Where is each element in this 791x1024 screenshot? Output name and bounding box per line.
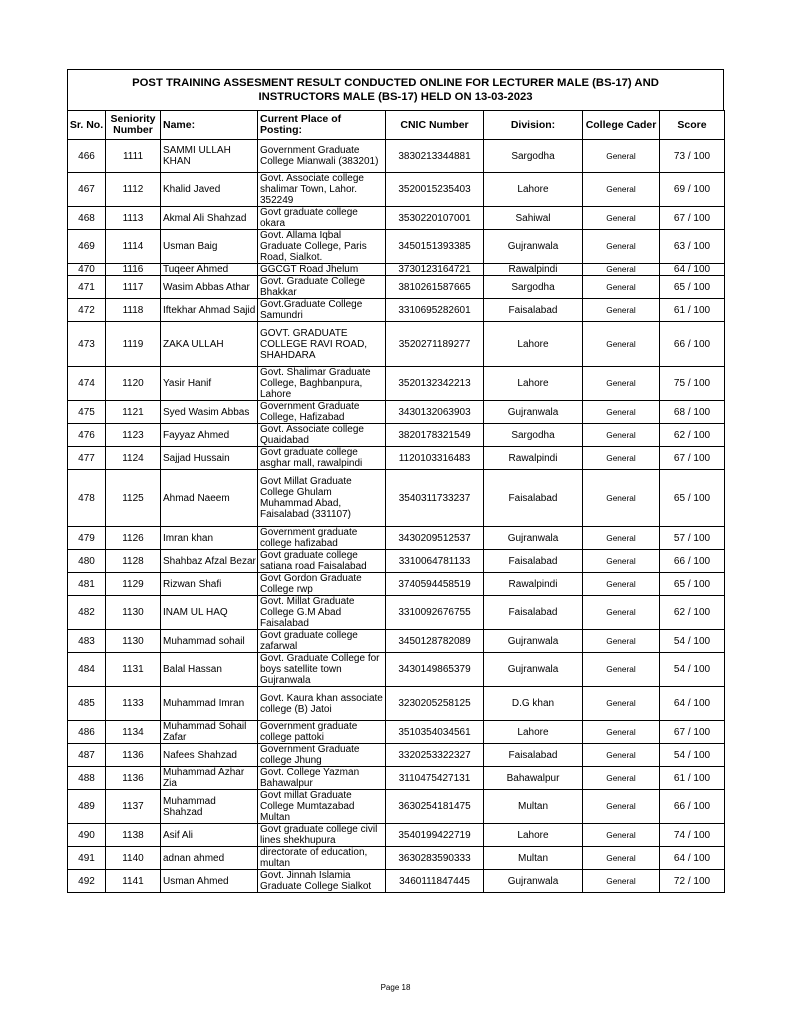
sr-cell: 473 bbox=[68, 322, 106, 367]
division-cell: Faisalabad bbox=[484, 744, 583, 767]
division-cell: Sargodha bbox=[484, 276, 583, 299]
name-cell: Akmal Ali Shahzad bbox=[161, 207, 258, 230]
score-cell: 64 / 100 bbox=[660, 264, 725, 276]
table-row bbox=[68, 264, 725, 276]
cnic-cell: 3450128782089 bbox=[386, 630, 484, 653]
table-row bbox=[68, 573, 725, 596]
division-cell: Gujranwala bbox=[484, 653, 583, 687]
cadre-cell: General bbox=[583, 596, 660, 630]
cnic-cell: 3430149865379 bbox=[386, 653, 484, 687]
sr-cell: 469 bbox=[68, 230, 106, 264]
cadre-cell: General bbox=[583, 207, 660, 230]
posting-cell: Government Graduate College Mianwali (383201) bbox=[258, 140, 386, 173]
cnic-cell: 3530220107001 bbox=[386, 207, 484, 230]
column-header-division: Division: bbox=[484, 111, 583, 140]
score-cell: 57 / 100 bbox=[660, 527, 725, 550]
sr-cell: 487 bbox=[68, 744, 106, 767]
name-cell: Nafees Shahzad bbox=[161, 744, 258, 767]
score-cell: 61 / 100 bbox=[660, 767, 725, 790]
score-cell: 67 / 100 bbox=[660, 207, 725, 230]
name-cell: Balal Hassan bbox=[161, 653, 258, 687]
posting-cell: Govt. Graduate College for boys satellite town Gujranwala bbox=[258, 653, 386, 687]
posting-cell: Govt. Millat Graduate College G.M Abad Faisalabad bbox=[258, 596, 386, 630]
name-cell: Wasim Abbas Athar bbox=[161, 276, 258, 299]
table-row bbox=[68, 299, 725, 322]
seniority-cell: 1140 bbox=[106, 847, 161, 870]
name-cell: Ahmad Naeem bbox=[161, 470, 258, 527]
page-number: Page 18 bbox=[380, 983, 411, 992]
table-row bbox=[68, 767, 725, 790]
cnic-cell: 3520132342213 bbox=[386, 367, 484, 401]
cadre-cell: General bbox=[583, 630, 660, 653]
division-cell: Lahore bbox=[484, 173, 583, 207]
cnic-cell: 3810261587665 bbox=[386, 276, 484, 299]
seniority-cell: 1123 bbox=[106, 424, 161, 447]
seniority-cell: 1119 bbox=[106, 322, 161, 367]
seniority-cell: 1130 bbox=[106, 630, 161, 653]
title-line-1: POST TRAINING ASSESMENT RESULT CONDUCTED ONLINE FOR LECTURER MALE (BS-17) AND bbox=[132, 77, 659, 89]
results-table bbox=[67, 110, 725, 893]
sr-cell: 478 bbox=[68, 470, 106, 527]
score-cell: 54 / 100 bbox=[660, 744, 725, 767]
cadre-cell: General bbox=[583, 847, 660, 870]
table-row bbox=[68, 367, 725, 401]
cnic-cell: 3730123164721 bbox=[386, 264, 484, 276]
division-cell: Gujranwala bbox=[484, 401, 583, 424]
seniority-cell: 1114 bbox=[106, 230, 161, 264]
cadre-cell: General bbox=[583, 790, 660, 824]
posting-cell: Govt. Kaura khan associate college (B) Jatoi bbox=[258, 687, 386, 721]
seniority-cell: 1125 bbox=[106, 470, 161, 527]
division-cell: Faisalabad bbox=[484, 550, 583, 573]
score-cell: 69 / 100 bbox=[660, 173, 725, 207]
table-row bbox=[68, 230, 725, 264]
division-cell: Multan bbox=[484, 790, 583, 824]
division-cell: Faisalabad bbox=[484, 299, 583, 322]
sr-cell: 475 bbox=[68, 401, 106, 424]
table-row bbox=[68, 322, 725, 367]
seniority-cell: 1112 bbox=[106, 173, 161, 207]
division-cell: Gujranwala bbox=[484, 230, 583, 264]
seniority-cell: 1138 bbox=[106, 824, 161, 847]
cadre-cell: General bbox=[583, 470, 660, 527]
sr-cell: 481 bbox=[68, 573, 106, 596]
sr-cell: 471 bbox=[68, 276, 106, 299]
cadre-cell: General bbox=[583, 550, 660, 573]
table-row bbox=[68, 140, 725, 173]
cnic-cell: 3310695282601 bbox=[386, 299, 484, 322]
seniority-cell: 1130 bbox=[106, 596, 161, 630]
cadre-cell: General bbox=[583, 870, 660, 893]
sr-cell: 490 bbox=[68, 824, 106, 847]
name-cell: Fayyaz Ahmed bbox=[161, 424, 258, 447]
division-cell: Gujranwala bbox=[484, 527, 583, 550]
name-cell: Shahbaz Afzal Bezar bbox=[161, 550, 258, 573]
posting-cell: Govt. Graduate College Bhakkar bbox=[258, 276, 386, 299]
seniority-cell: 1118 bbox=[106, 299, 161, 322]
document-title bbox=[67, 69, 724, 110]
posting-cell: GGCGT Road Jhelum bbox=[258, 264, 386, 276]
posting-cell: Govt.Graduate College Samundri bbox=[258, 299, 386, 322]
division-cell: Lahore bbox=[484, 322, 583, 367]
seniority-cell: 1136 bbox=[106, 767, 161, 790]
posting-cell: Govt. Associate college Quaidabad bbox=[258, 424, 386, 447]
score-cell: 65 / 100 bbox=[660, 470, 725, 527]
posting-cell: Govt graduate college zafarwal bbox=[258, 630, 386, 653]
posting-cell: Government Graduate College, Hafizabad bbox=[258, 401, 386, 424]
score-cell: 72 / 100 bbox=[660, 870, 725, 893]
name-cell: Yasir Hanif bbox=[161, 367, 258, 401]
division-cell: Sahiwal bbox=[484, 207, 583, 230]
result-sheet bbox=[67, 69, 724, 893]
cnic-cell: 3740594458519 bbox=[386, 573, 484, 596]
posting-cell: Govt graduate college okara bbox=[258, 207, 386, 230]
division-cell: Sargodha bbox=[484, 140, 583, 173]
cnic-cell: 1120103316483 bbox=[386, 447, 484, 470]
table-row bbox=[68, 870, 725, 893]
division-cell: Multan bbox=[484, 847, 583, 870]
table-header-row bbox=[68, 111, 725, 140]
posting-cell: Government graduate college hafizabad bbox=[258, 527, 386, 550]
cnic-cell: 3630254181475 bbox=[386, 790, 484, 824]
table-row bbox=[68, 824, 725, 847]
table-row bbox=[68, 596, 725, 630]
seniority-cell: 1120 bbox=[106, 367, 161, 401]
posting-cell: Govt. Shalimar Graduate College, Baghbanpura, Lahore bbox=[258, 367, 386, 401]
sr-cell: 486 bbox=[68, 721, 106, 744]
cnic-cell: 3520271189277 bbox=[386, 322, 484, 367]
seniority-cell: 1128 bbox=[106, 550, 161, 573]
score-cell: 74 / 100 bbox=[660, 824, 725, 847]
column-header-seniority: Seniority Number bbox=[106, 111, 161, 140]
seniority-cell: 1129 bbox=[106, 573, 161, 596]
division-cell: Gujranwala bbox=[484, 630, 583, 653]
table-row bbox=[68, 721, 725, 744]
name-cell: Rizwan Shafi bbox=[161, 573, 258, 596]
division-cell: Rawalpindi bbox=[484, 573, 583, 596]
sr-cell: 468 bbox=[68, 207, 106, 230]
score-cell: 64 / 100 bbox=[660, 687, 725, 721]
name-cell: Muhammad Shahzad bbox=[161, 790, 258, 824]
column-header-posting: Current Place of Posting: bbox=[258, 111, 386, 140]
score-cell: 66 / 100 bbox=[660, 322, 725, 367]
table-row bbox=[68, 687, 725, 721]
cadre-cell: General bbox=[583, 299, 660, 322]
sr-cell: 477 bbox=[68, 447, 106, 470]
table-row bbox=[68, 276, 725, 299]
sr-cell: 466 bbox=[68, 140, 106, 173]
posting-cell: Govt graduate college satiana road Faisalabad bbox=[258, 550, 386, 573]
division-cell: Lahore bbox=[484, 367, 583, 401]
division-cell: Faisalabad bbox=[484, 470, 583, 527]
posting-cell: Government graduate college pattoki bbox=[258, 721, 386, 744]
cadre-cell: General bbox=[583, 573, 660, 596]
sr-cell: 488 bbox=[68, 767, 106, 790]
posting-cell: directorate of education, multan bbox=[258, 847, 386, 870]
cnic-cell: 3540199422719 bbox=[386, 824, 484, 847]
name-cell: Usman Ahmed bbox=[161, 870, 258, 893]
cadre-cell: General bbox=[583, 824, 660, 847]
seniority-cell: 1126 bbox=[106, 527, 161, 550]
cnic-cell: 3460111847445 bbox=[386, 870, 484, 893]
name-cell: SAMMI ULLAH KHAN bbox=[161, 140, 258, 173]
seniority-cell: 1111 bbox=[106, 140, 161, 173]
name-cell: Iftekhar Ahmad Sajid bbox=[161, 299, 258, 322]
cnic-cell: 3320253322327 bbox=[386, 744, 484, 767]
cnic-cell: 3630283590333 bbox=[386, 847, 484, 870]
seniority-cell: 1131 bbox=[106, 653, 161, 687]
cnic-cell: 3510354034561 bbox=[386, 721, 484, 744]
table-body bbox=[68, 140, 725, 893]
score-cell: 62 / 100 bbox=[660, 424, 725, 447]
table-row bbox=[68, 790, 725, 824]
name-cell: Muhammad Sohail Zafar bbox=[161, 721, 258, 744]
cadre-cell: General bbox=[583, 447, 660, 470]
sr-cell: 480 bbox=[68, 550, 106, 573]
cadre-cell: General bbox=[583, 687, 660, 721]
name-cell: Imran khan bbox=[161, 527, 258, 550]
cadre-cell: General bbox=[583, 230, 660, 264]
seniority-cell: 1137 bbox=[106, 790, 161, 824]
seniority-cell: 1133 bbox=[106, 687, 161, 721]
title-line-2: INSTRUCTORS MALE (BS-17) HELD ON 13-03-2023 bbox=[258, 91, 533, 103]
table-row bbox=[68, 653, 725, 687]
division-cell: Lahore bbox=[484, 824, 583, 847]
name-cell: Tuqeer Ahmed bbox=[161, 264, 258, 276]
score-cell: 67 / 100 bbox=[660, 721, 725, 744]
posting-cell: Govt graduate college civil lines shekhupura bbox=[258, 824, 386, 847]
name-cell: Syed Wasim Abbas bbox=[161, 401, 258, 424]
cnic-cell: 3310092676755 bbox=[386, 596, 484, 630]
table-row bbox=[68, 173, 725, 207]
sr-cell: 476 bbox=[68, 424, 106, 447]
cnic-cell: 3520015235403 bbox=[386, 173, 484, 207]
table-row bbox=[68, 447, 725, 470]
division-cell: Faisalabad bbox=[484, 596, 583, 630]
column-header-name: Name: bbox=[161, 111, 258, 140]
posting-cell: Govt millat Graduate College Mumtazabad Multan bbox=[258, 790, 386, 824]
posting-cell: Govt. Allama Iqbal Graduate College, Paris Road, Sialkot. bbox=[258, 230, 386, 264]
name-cell: INAM UL HAQ bbox=[161, 596, 258, 630]
sr-cell: 483 bbox=[68, 630, 106, 653]
score-cell: 66 / 100 bbox=[660, 550, 725, 573]
score-cell: 67 / 100 bbox=[660, 447, 725, 470]
cnic-cell: 3820178321549 bbox=[386, 424, 484, 447]
division-cell: Lahore bbox=[484, 721, 583, 744]
sr-cell: 482 bbox=[68, 596, 106, 630]
name-cell: Khalid Javed bbox=[161, 173, 258, 207]
score-cell: 73 / 100 bbox=[660, 140, 725, 173]
cnic-cell: 3430209512537 bbox=[386, 527, 484, 550]
seniority-cell: 1113 bbox=[106, 207, 161, 230]
column-header-sr-no: Sr. No. bbox=[68, 111, 106, 140]
table-row bbox=[68, 847, 725, 870]
sr-cell: 491 bbox=[68, 847, 106, 870]
name-cell: Asif Ali bbox=[161, 824, 258, 847]
score-cell: 54 / 100 bbox=[660, 630, 725, 653]
cnic-cell: 3540311733237 bbox=[386, 470, 484, 527]
sr-cell: 474 bbox=[68, 367, 106, 401]
column-header-cadre: College Cader bbox=[583, 111, 660, 140]
sr-cell: 485 bbox=[68, 687, 106, 721]
cadre-cell: General bbox=[583, 140, 660, 173]
cnic-cell: 3230205258125 bbox=[386, 687, 484, 721]
score-cell: 66 / 100 bbox=[660, 790, 725, 824]
name-cell: Usman Baig bbox=[161, 230, 258, 264]
seniority-cell: 1117 bbox=[106, 276, 161, 299]
cadre-cell: General bbox=[583, 744, 660, 767]
name-cell: Sajjad Hussain bbox=[161, 447, 258, 470]
division-cell: Bahawalpur bbox=[484, 767, 583, 790]
table-row bbox=[68, 424, 725, 447]
sr-cell: 467 bbox=[68, 173, 106, 207]
score-cell: 65 / 100 bbox=[660, 276, 725, 299]
score-cell: 75 / 100 bbox=[660, 367, 725, 401]
division-cell: Gujranwala bbox=[484, 870, 583, 893]
score-cell: 63 / 100 bbox=[660, 230, 725, 264]
cadre-cell: General bbox=[583, 721, 660, 744]
division-cell: Rawalpindi bbox=[484, 264, 583, 276]
cadre-cell: General bbox=[583, 767, 660, 790]
score-cell: 54 / 100 bbox=[660, 653, 725, 687]
table-row bbox=[68, 401, 725, 424]
score-cell: 68 / 100 bbox=[660, 401, 725, 424]
posting-cell: Government Graduate college Jhung bbox=[258, 744, 386, 767]
cadre-cell: General bbox=[583, 276, 660, 299]
cadre-cell: General bbox=[583, 401, 660, 424]
cadre-cell: General bbox=[583, 424, 660, 447]
score-cell: 65 / 100 bbox=[660, 573, 725, 596]
cnic-cell: 3310064781133 bbox=[386, 550, 484, 573]
sr-cell: 484 bbox=[68, 653, 106, 687]
seniority-cell: 1141 bbox=[106, 870, 161, 893]
seniority-cell: 1124 bbox=[106, 447, 161, 470]
name-cell: Muhammad sohail bbox=[161, 630, 258, 653]
table-row bbox=[68, 744, 725, 767]
posting-cell: Govt Millat Graduate College Ghulam Muhammad Abad, Faisalabad (331107) bbox=[258, 470, 386, 527]
cadre-cell: General bbox=[583, 322, 660, 367]
score-cell: 62 / 100 bbox=[660, 596, 725, 630]
sr-cell: 472 bbox=[68, 299, 106, 322]
sr-cell: 492 bbox=[68, 870, 106, 893]
column-header-cnic: CNIC Number bbox=[386, 111, 484, 140]
posting-cell: Govt. Associate college shalimar Town, Lahor. 352249 bbox=[258, 173, 386, 207]
name-cell: ZAKA ULLAH bbox=[161, 322, 258, 367]
posting-cell: Govt Gordon Graduate College rwp bbox=[258, 573, 386, 596]
sr-cell: 489 bbox=[68, 790, 106, 824]
column-header-score: Score bbox=[660, 111, 725, 140]
division-cell: D.G khan bbox=[484, 687, 583, 721]
cadre-cell: General bbox=[583, 527, 660, 550]
seniority-cell: 1121 bbox=[106, 401, 161, 424]
cadre-cell: General bbox=[583, 173, 660, 207]
seniority-cell: 1136 bbox=[106, 744, 161, 767]
seniority-cell: 1116 bbox=[106, 264, 161, 276]
name-cell: Muhammad Azhar Zia bbox=[161, 767, 258, 790]
table-row bbox=[68, 207, 725, 230]
score-cell: 64 / 100 bbox=[660, 847, 725, 870]
score-cell: 61 / 100 bbox=[660, 299, 725, 322]
cnic-cell: 3110475427131 bbox=[386, 767, 484, 790]
cadre-cell: General bbox=[583, 367, 660, 401]
table-row bbox=[68, 630, 725, 653]
division-cell: Sargodha bbox=[484, 424, 583, 447]
posting-cell: Govt graduate college asghar mall, rawalpindi bbox=[258, 447, 386, 470]
table-row bbox=[68, 550, 725, 573]
posting-cell: GOVT. GRADUATE COLLEGE RAVI ROAD, SHAHDARA bbox=[258, 322, 386, 367]
table-row bbox=[68, 470, 725, 527]
seniority-cell: 1134 bbox=[106, 721, 161, 744]
cadre-cell: General bbox=[583, 653, 660, 687]
name-cell: adnan ahmed bbox=[161, 847, 258, 870]
table-row bbox=[68, 527, 725, 550]
cnic-cell: 3450151393385 bbox=[386, 230, 484, 264]
cnic-cell: 3830213344881 bbox=[386, 140, 484, 173]
name-cell: Muhammad Imran bbox=[161, 687, 258, 721]
posting-cell: Govt. Jinnah Islamia Graduate College Sialkot bbox=[258, 870, 386, 893]
sr-cell: 470 bbox=[68, 264, 106, 276]
posting-cell: Govt. College Yazman Bahawalpur bbox=[258, 767, 386, 790]
cnic-cell: 3430132063903 bbox=[386, 401, 484, 424]
sr-cell: 479 bbox=[68, 527, 106, 550]
division-cell: Rawalpindi bbox=[484, 447, 583, 470]
cadre-cell: General bbox=[583, 264, 660, 276]
